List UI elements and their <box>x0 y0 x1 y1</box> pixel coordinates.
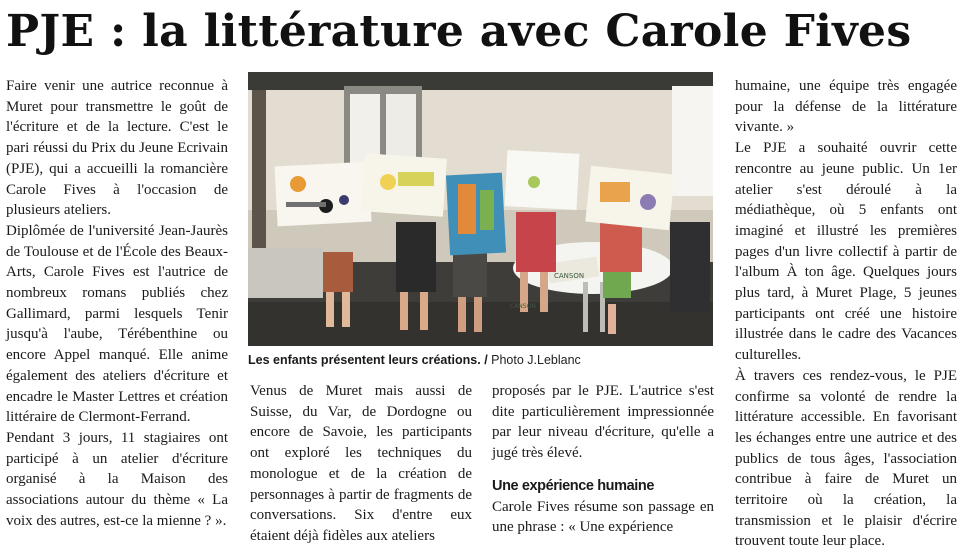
paragraph: Le PJE a souhaité ouvrir cette rencontre au jeune public. Un 1er atelier s'est déroulé à la médiathèque, où 5 enfants ont imaginé et illustré les premières pages d'un livre collectif à partir de l'album À ton âge. Quelques jours plus tard, à Muret Plage, 5 jeunes participants ont créé une histoire illustrée dans le cadre des Vacances culturelles. <box>735 140 957 364</box>
article-column-4 <box>735 76 957 552</box>
paragraph: humaine, une équipe très engagée pour la défense de la littérature vivante. » <box>735 78 957 136</box>
headline: PJE : la littérature avec Carole Fives <box>6 6 912 57</box>
paragraph: Faire venir une autrice reconnue à Muret pour transmettre le goût de l'écriture et de la lecture. C'est le pari réussi du Prix du Jeune Ecrivain (PJE), qui a accueilli la romancière Carole Fives à l'occasion de plusieurs ateliers. <box>6 78 228 219</box>
caption-separator: / <box>480 353 488 367</box>
paragraph: À travers ces rendez-vous, le PJE confirme sa volonté de rendre la littérature accessible. En favorisant les échanges entre une autrice et des publics de tous âges, l'association contribue à faire de Muret un territoire où la création, la transmission et le plaisir d'écrire trouvent toute leur place. <box>735 367 957 550</box>
photo-credit: Photo J.Leblanc <box>487 353 581 367</box>
article-column-1 <box>6 76 228 531</box>
article-column-3 <box>492 381 714 538</box>
paragraph: proposés par le PJE. L'autrice s'est dite particulièrement impressionnée par leur niveau d'écriture, qu'elle a jugé très élevé. <box>492 383 714 462</box>
canson-label: CANSON <box>510 303 536 310</box>
caption-text: Les enfants présentent leurs créations. <box>248 353 481 367</box>
section-subhead: Une expérience humaine <box>492 477 655 494</box>
photo-caption <box>248 350 713 370</box>
paragraph: Venus de Muret mais aussi de Suisse, du Var, de Dordogne ou encore de Savoie, les participants ont exploré les techniques du monologue et de la création de personnages à partir de fragments de conversations. Six d'entre eux étaient déjà fidèles aux ateliers <box>250 383 472 544</box>
children-with-drawings-illustration <box>248 72 713 346</box>
paragraph: Diplômée de l'université Jean-Jaurès de Toulouse et de l'École des Beaux-Arts, Carole Fives est l'autrice de nombreux romans publiés chez Gallimard, parmi lesquels Tenir jusqu'à l'aube, Térébenthine ou encore Appel manqué. Elle anime également des ateliers d'écriture et encadre le Master Lettres et création littéraire de Clermont-Ferrand. <box>6 222 228 426</box>
paragraph: Carole Fives résume son passage en une phrase : « Une expérience <box>492 498 714 536</box>
canson-label: CANSON <box>554 272 585 280</box>
paragraph: Pendant 3 jours, 11 stagiaires ont participé à un atelier d'écriture organisé à la Maison des associations autour du thème « La voix des autres, est-ce la mienne ? ». <box>6 429 228 529</box>
article-column-2 <box>250 381 472 547</box>
article-photo <box>248 72 713 346</box>
